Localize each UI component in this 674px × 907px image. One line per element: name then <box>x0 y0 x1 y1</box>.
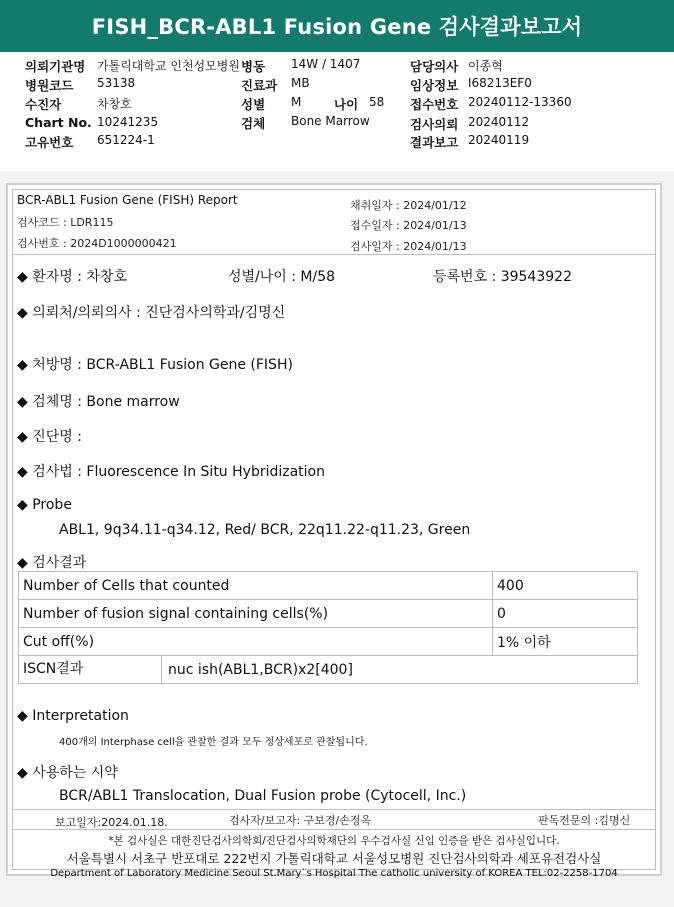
receipt-no-value: 20240112-13360 <box>468 95 572 109</box>
result-label: Cut off(%) <box>19 628 493 656</box>
doctor-value: 이종혁 <box>468 59 503 73</box>
hospital-code-label: 병원코드 <box>25 78 74 93</box>
institution-label: 의뢰기관명 <box>25 59 86 74</box>
specimen-value: Bone Marrow <box>291 114 370 128</box>
age-value: 58 <box>369 95 385 109</box>
referral-info: ◆ 의뢰처/의뢰의사 : 진단검사의학과/김명신 <box>17 305 286 321</box>
certification-note: *본 검사실은 대한진단검사의학회/진단검사의학재단의 우수검사실 신임 인증을 받은 검사실입니다. <box>108 835 560 847</box>
lab-english-address: Department of Laboratory Medicine Seoul St.Mary`s Hospital The catholic university of KOREA TEL:02-2258-1704 <box>50 868 618 879</box>
diagnosis: ◆ 진단명 : <box>17 429 82 445</box>
result-label: Number of Cells that counted <box>19 572 493 600</box>
result-value: 0 <box>493 600 638 628</box>
divider <box>13 829 655 830</box>
dept-value: MB <box>291 76 310 90</box>
hospital-code-value: 53138 <box>97 76 136 90</box>
report-heading: BCR-ABL1 Fusion Gene (FISH) Report <box>17 193 238 207</box>
fish-report-panel <box>6 183 662 879</box>
chart-value: 10241235 <box>97 115 159 129</box>
collect-date: 채취일자 : 2024/01/12 <box>350 199 467 212</box>
test-date: 검사일자 : 2024/01/13 <box>350 240 467 253</box>
sex-age: 성별/나이 : M/58 <box>228 269 336 285</box>
interpretation-title: ◆ Interpretation <box>17 708 129 724</box>
test-code: 검사코드 : LDR115 <box>17 216 114 229</box>
iscn-value: nuc ish(ABL1,BCR)x2[400] <box>168 661 353 678</box>
doctor-label: 담당의사 <box>410 59 459 74</box>
ward-value: 14W / 1407 <box>291 57 361 71</box>
request-label: 검사의뢰 <box>410 117 459 132</box>
registration-number: 등록번호 : 39543922 <box>433 269 572 285</box>
sex-value: M <box>291 95 302 109</box>
table-row <box>19 600 638 628</box>
request-value: 20240112 <box>468 115 530 129</box>
request-info-header <box>0 52 674 171</box>
reagent-text: BCR/ABL1 Translocation, Dual Fusion probe (Cytocell, Inc.) <box>59 788 467 804</box>
specimen-name: ◆ 검체명 : Bone marrow <box>17 394 180 410</box>
chart-label: Chart No. <box>25 115 92 130</box>
unique-value: 651224-1 <box>97 133 155 147</box>
table-row <box>19 572 638 600</box>
lab-address: 서울특별시 서초구 반포대로 222번지 가톨릭대학교 서울성모병원 진단검사의학과 세포유전검사실 <box>66 851 602 866</box>
reporters: 검사자/보고자: 구보경/손정옥 <box>229 814 372 827</box>
prescription: ◆ 처방명 : BCR-ABL1 Fusion Gene (FISH) <box>17 357 293 373</box>
fish-report-frame <box>12 189 656 879</box>
age-label: 나이 <box>334 97 359 112</box>
clinical-label: 임상정보 <box>410 78 459 93</box>
recipient-value: 차창호 <box>97 97 132 111</box>
dept-label: 진료과 <box>241 78 278 93</box>
table-row <box>19 656 638 684</box>
table-row <box>19 628 638 656</box>
divider <box>13 254 655 255</box>
unique-label: 고유번호 <box>25 135 74 150</box>
report-title: FISH_BCR-ABL1 Fusion Gene 검사결과보고서 <box>0 0 674 52</box>
patient-name: ◆ 환자명 : 차창호 <box>17 269 127 285</box>
institution-value: 가톨릭대학교 인천성모병원 <box>97 59 240 73</box>
ward-label: 병동 <box>241 59 266 74</box>
iscn-label: ISCN결과 <box>19 656 162 683</box>
result-value: 1% 이하 <box>493 628 638 656</box>
results-table <box>18 571 638 684</box>
divider <box>13 809 655 810</box>
clinical-value: I68213EF0 <box>468 76 532 90</box>
receipt-no-label: 접수번호 <box>410 97 459 112</box>
probe-title: ◆ Probe <box>17 497 72 513</box>
test-method: ◆ 검사법 : Fluorescence In Situ Hybridization <box>17 464 325 480</box>
receipt-date: 접수일자 : 2024/01/13 <box>350 219 467 232</box>
result-label: Number of fusion signal containing cells(%) <box>19 600 493 628</box>
specialist: 판독전문의 :김명신 <box>538 814 631 827</box>
test-number: 검사번호 : 2024D1000000421 <box>17 237 177 250</box>
result-value: 400 <box>493 572 638 600</box>
recipient-label: 수진자 <box>25 97 62 112</box>
reagent-title: ◆ 사용하는 시약 <box>17 765 118 781</box>
interpretation-text: 400개의 Interphase cell을 관찰한 결과 모두 정상세포로 관찰됩니다. <box>59 737 368 748</box>
sex-label: 성별 <box>241 97 266 112</box>
results-title: ◆ 검사결과 <box>17 555 87 571</box>
report-date-value: 20240119 <box>468 133 530 147</box>
report-date: 보고일자:2024.01.18. <box>55 816 168 829</box>
specimen-label: 검체 <box>241 116 266 131</box>
probe-text: ABL1, 9q34.11-q34.12, Red/ BCR, 22q11.22-q11.23, Green <box>59 522 471 538</box>
report-date-label: 결과보고 <box>410 135 459 150</box>
footer <box>13 833 655 879</box>
